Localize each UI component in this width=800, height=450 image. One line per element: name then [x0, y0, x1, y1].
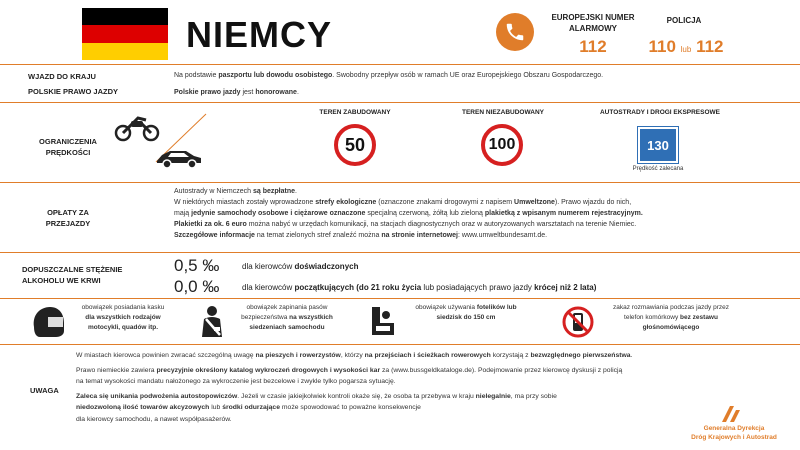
flag: [82, 8, 168, 60]
entry-text: Na podstawie paszportu lub dowodu osobistego. Swobodny przepływ osób w ramach UE oraz Europejskiego Obszaru Gospodarczego.: [174, 72, 604, 79]
entry-label: WJAZD DO KRAJU: [28, 72, 96, 81]
seatbelt-text: obowiązek zapinania pasów bezpieczeństwa na wszystkich siedzeniach samochodu: [241, 304, 333, 331]
speed-label: OGRANICZENIA PRĘDKOŚCI: [39, 137, 97, 157]
helmet-text: obowiązek posiadania kasku dla wszystkich rodzajów motocykli, quadów itp.: [81, 304, 165, 331]
motorway-label: AUTOSTRADY I DROGI EKSPRESOWE: [599, 109, 721, 116]
motorway-note: Prędkość zalecana: [632, 166, 684, 172]
org-name: Generalna Dyrekcja Dróg Krajowych i Autostrad: [691, 425, 777, 441]
helmet-icon: [30, 305, 66, 344]
police-number-2: 112: [696, 37, 724, 56]
alcohol-desc-2: dla kierowców początkujących (do 21 roku życia lub posiadających prawo jazdy krócej niż 2 lata): [242, 283, 597, 292]
urban-label: TEREN ZABUDOWANY: [319, 109, 391, 116]
urban-speed-sign: 50: [334, 124, 376, 166]
emergency-number: 112: [579, 37, 607, 56]
police-numbers: [636, 37, 736, 57]
alcohol-label: DOPUSZCZALNE STĘŻENIE ALKOHOLU WE KRWI: [22, 265, 123, 285]
alcohol-value-1: 0,5 ‰: [174, 256, 220, 275]
rural-label: TEREN NIEZABUDOWANY: [462, 109, 544, 116]
motorway-speed-value: 130: [647, 137, 669, 153]
police-label: POLICJA: [666, 16, 702, 25]
country-title: NIEMCY: [186, 14, 333, 55]
seatbelt-icon: [198, 305, 232, 344]
no-phone-icon: [562, 306, 594, 343]
alcohol-value-2: 0,0 ‰: [174, 277, 220, 296]
fees-label: OPŁATY ZA PRZEJAZDY: [45, 208, 91, 228]
license-label: POLSKIE PRAWO JAZDY: [28, 87, 119, 96]
motorway-speed-sign: [638, 127, 678, 163]
police-sep: lub: [680, 45, 692, 54]
phone-icon: [496, 13, 534, 51]
police-number-1: 110: [648, 37, 676, 56]
attention-label: UWAGA: [30, 386, 59, 395]
alcohol-desc-1: dla kierowców doświadczonych: [242, 262, 359, 271]
fees-text: Autostrady w Niemczech są bezpłatne. W niektórych miastach zostały wprowadzone strefy ekologiczne (oznaczone znakami drogowymi z napisem Umweltzone). Prawo wjazdu do nich, mają jedynie samochody osobowe i ciężarowe oznaczone specjalną czerwoną, żółtą lub zieloną plakietką z wpisanym numerem rejestracyjnym. Plakietki za ok. 6 euro można nabyć w urzędach komunikacji, na stacjach diagnostycznych oraz w autoryzowanych warsztatach na terenie Niemiec. Szczegółowe informacje na temat zielonych stref znaleźć można na stronie internetowej: www.umweltbundesamt.de.: [174, 188, 643, 239]
car-icon: [154, 147, 204, 174]
rural-speed-sign: 100: [481, 124, 523, 166]
no-phone-text: zakaz rozmawiania podczas jazdy przez telefon komórkowy bez zestawu głośnomówiącego: [613, 304, 729, 331]
license-text: Polskie prawo jazdy jest honorowane.: [174, 89, 299, 96]
emergency-label: EUROPEJSKI NUMER ALARMOWY: [551, 13, 635, 33]
child-seat-icon: [366, 305, 398, 344]
attention-text: W miastach kierowca powinien zwracać szczególną uwagę na pieszych i rowerzystów, którzy na przejściach i ścieżkach rowerowych korzystają z bezwzględnego pierwszeństwa. Prawo niemieckie zawiera precyzyjnie określony katalog wykroczeń drogowych i wysokości kar za (www.bussgeldkataloge.de). Podejmowanie przez kierowcę dyskusji z policją na temat wysokości mandatu nałożonego za wykroczenie jest bezcelowe i zwykle tylko pogarsza sytuację. Zaleca się unikania podwożenia autostopowiczów. Jeżeli w czasie jakiejkolwiek kontroli okaże się, że osoba ta przebywa w kraju nielegalnie, ma przy sobie niedozwoloną ilość towarów akcyzowych lub środki odurzające może spowodować to poważne konsekwencje dla kierowcy samochodu, a nawet współpasażerów.: [76, 352, 633, 423]
child-seat-text: obowiązek używania fotelików lub siedzisk do 150 cm: [415, 304, 517, 321]
